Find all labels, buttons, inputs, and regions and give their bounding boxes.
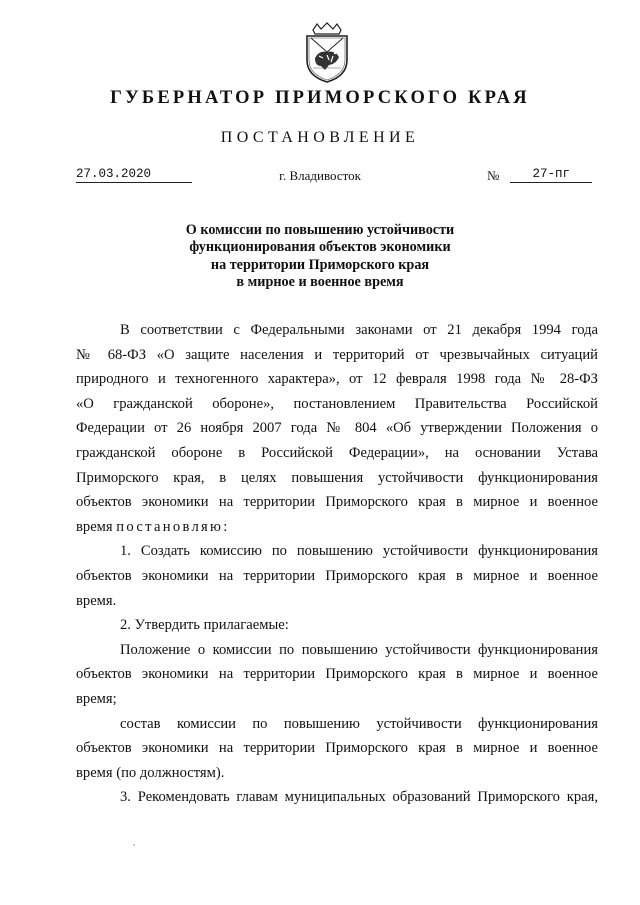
body-line: 2. Утвердить прилагаемые: — [120, 617, 289, 634]
item-2b-paragraph — [76, 712, 598, 786]
body-line: объектов экономики на территории Приморского края в мирное и военное — [76, 740, 598, 757]
body-line: время (по должностям). — [76, 764, 225, 781]
document-meta-row — [0, 167, 640, 189]
document-subject — [0, 222, 640, 291]
body-line: Положение о комиссии по повышению устойчивости функционирования — [120, 641, 598, 658]
subject-line: на территории Приморского края — [210, 256, 430, 273]
preamble-paragraph — [76, 318, 598, 539]
issuing-authority: ГУБЕРНАТОР ПРИМОРСКОГО КРАЯ — [110, 88, 530, 108]
item-2a-paragraph — [76, 638, 598, 712]
body-line: № 68-ФЗ «О защите населения и территорий от чрезвычайных ситуаций — [76, 346, 598, 363]
document-body — [76, 318, 598, 810]
subject-line: функционирования объектов экономики — [189, 239, 451, 256]
decree-word: постановляю: — [116, 518, 230, 535]
body-line: объектов экономики на территории Приморского края в мирное и военное — [76, 666, 598, 683]
document-type: ПОСТАНОВЛЕНИЕ — [220, 129, 420, 146]
body-line: природного и техногенного характера», от 12 февраля 1998 года № 28-ФЗ — [76, 371, 598, 388]
document-number-value: 27-пг — [532, 167, 571, 181]
body-line — [76, 515, 598, 540]
document-date: 27.03.2020 — [76, 167, 192, 183]
document-number — [510, 167, 592, 183]
preamble-tail-word: время — [76, 518, 113, 535]
scan-speck — [133, 844, 135, 846]
number-sign: № — [487, 168, 500, 183]
subject-line: в мирное и военное время — [236, 273, 404, 290]
item-1-paragraph — [76, 539, 598, 613]
body-line: Федерации от 26 ноября 2007 года № 804 «Об утверждении Положения о — [76, 420, 598, 437]
body-line: время. — [76, 592, 117, 609]
body-line: объектов экономики на территории Приморского края в мирное и военное — [76, 494, 598, 511]
body-line: гражданской обороне в Российской Федерации», на основании Устава — [76, 444, 598, 461]
document-city: г. Владивосток — [279, 168, 361, 183]
body-line: время; — [76, 690, 117, 707]
body-line: объектов экономики на территории Приморского края в мирное и военное — [76, 567, 598, 584]
body-line: «О гражданской обороне», постановлением Правительства Российской — [76, 395, 598, 412]
body-line: состав комиссии по повышению устойчивости функционирования — [120, 715, 598, 732]
item-3-paragraph — [76, 785, 598, 810]
body-line: Приморского края, в целях повышения устойчивости функционирования — [76, 469, 598, 486]
subject-line: О комиссии по повышению устойчивости — [185, 222, 455, 238]
body-line: 1. Создать комиссию по повышению устойчивости функционирования — [120, 543, 598, 560]
body-line: 3. Рекомендовать главам муниципальных образований Приморского края, — [120, 789, 598, 806]
item-2-paragraph — [76, 613, 598, 638]
primorsky-coat-of-arms-icon — [303, 22, 351, 84]
body-line: В соответствии с Федеральными законами от 21 декабря 1994 года — [120, 322, 598, 338]
